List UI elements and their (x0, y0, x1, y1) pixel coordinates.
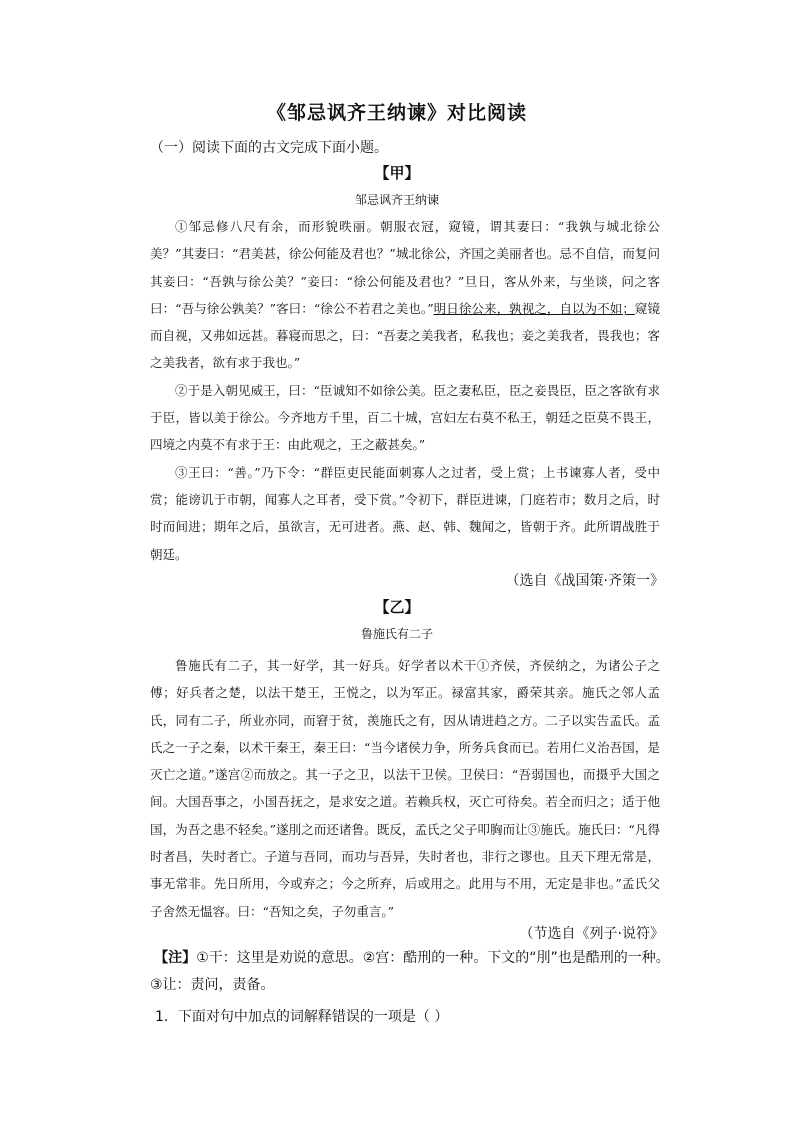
passage-jia-body (150, 213, 660, 568)
question-1: 1．下面对句中加点的词解释错误的一项是（ ） (155, 1009, 449, 1025)
passage-jia-title: 邹忌讽齐王纳谏 (354, 193, 439, 207)
passage-jia-paragraph-2: ②于是入朝见威王，曰：“臣诚知不如徐公美。臣之妻私臣，臣之妾畏臣，臣之客欲有求于臣，皆以美于徐公。今齐地方千里，百二十城，宫妇左右莫不私王，朝廷之臣莫不畏王，四境之内莫不有求于王：由此观之，王之蔽甚矣。” (150, 382, 660, 453)
passage-jia-paragraph-3: ③王曰：“善。”乃下令：“群臣吏民能面刺寡人之过者，受上赏；上书谏寡人者，受中赏；能谤讥于市朝，闻寡人之耳者，受下赏。”令初下，群臣进谏，门庭若市；数月之后，时时而间进；期年之后，虽欲言，无可进者。燕、赵、韩、魏闻之，皆朝于齐。此所谓战胜于朝廷。 (150, 464, 660, 562)
annotation-note (150, 945, 670, 999)
passage-jia-source: （选自《战国策·齐策一》 (505, 573, 664, 589)
passage-yi-body (150, 652, 660, 925)
passage-yi-paragraph-1: 鲁施氏有二子，其一好学，其一好兵。好学者以术干①齐侯，齐侯纳之，为诸公子之傅；好兵者之楚，以法干楚王，王悦之，以为军正。禄富其家，爵荣其亲。施氏之邻人孟氏，同有二子，所业亦同，而窘于贫，羡施氏之有，因从请进趋之方。二子以实告孟氏。孟氏之一子之秦，以术干秦王，秦王曰：“当今诸侯力争，所务兵食而已。若用仁义治吾国，是灭亡之道。”遂宫②而放之。其一子之卫，以法干卫侯。卫侯曰：“吾弱国也，而摄乎大国之间。大国吾事之，小国吾抚之，是求安之道。若赖兵权，灭亡可待矣。若全而归之；适于他国，为吾之患不轻矣。”遂刖之而还诸鲁。既反，孟氏之父子叩胸而让③施氏。施氏曰：“凡得时者昌，失时者亡。子道与吾同，而功与吾异，失时者也，非行之谬也。且天下理无常是，事无常非。先日所用，今或弃之；今之所弃，后或用之。此用与不用，无定是非也。”孟氏父子舍然无愠容。曰：“吾知之矣，子勿重言。” (150, 658, 660, 919)
underlined-sentence: 明日徐公来，孰视之，自以为不如； (433, 300, 635, 316)
passage-yi-mark: 【乙】 (374, 598, 420, 616)
passage-jia-p1-text: ①邹忌修八尺有余，而形貌昳丽。朝服衣冠，窥镜，谓其妻曰：“我孰与城北徐公美？”其妻曰：“君美甚，徐公何能及君也？”城北徐公，齐国之美丽者也。忌不自信，而复问其妾曰：“吾孰与徐公美？”妾曰：“徐公何能及君也？”旦日，客从外来，与坐谈，问之客曰：“吾与徐公孰美？”客曰：“徐公不若君之美也。” (150, 219, 660, 316)
note-text: ①干：这里是劝说的意思。②宫：酷刑的一种。下文的“刖”也是酷刑的一种。③让：责问，责备。 (150, 950, 670, 993)
passage-jia-paragraph-1 (150, 213, 660, 377)
document-title: 《邹忌讽齐王纳谏》对比阅读 (266, 102, 527, 124)
passage-jia-p1-text-cont: 窥镜而自视，又弗如远甚。暮寝而思之，曰：“吾妻之美我者，私我也；妾之美我者，畏我也；客之美我者，欲有求于我也。” (150, 300, 660, 371)
passage-yi-source: （节选自《列子·说符》 (519, 926, 664, 942)
passage-jia-mark: 【甲】 (374, 164, 420, 182)
passage-yi-title: 鲁施氏有二子 (360, 627, 433, 641)
section-intro: （一）阅读下面的古文完成下面小题。 (150, 140, 388, 156)
note-label: 【注】 (154, 950, 197, 966)
